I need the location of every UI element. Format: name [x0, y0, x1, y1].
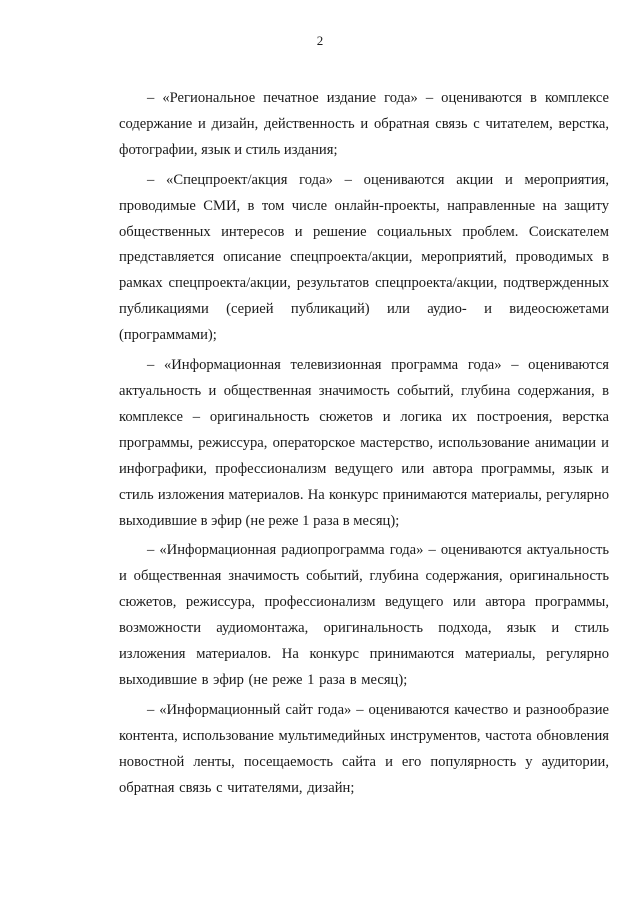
paragraph-special-project: – «Спецпроект/акция года» – оцениваются акции и мероприятия, проводимые СМИ, в том числе онлайн-проекты, направленные на защиту общественных интересов и решение социальных проблем. Соискателем представляется описание спецпроекта/акции, мероприятий, проводимых в рамках спецпроекта/акции, результатов спецпроекта/акции, подтвержденных публикациями (серией публикаций) или аудио- и видеосюжетами (программами); [119, 171, 609, 344]
paragraph-regional-print: – «Региональное печатное издание года» – оцениваются в комплексе содержание и дизайн, действенность и обратная связь с читателем, верстка, фотографии, язык и стиль издания; [119, 90, 609, 158]
paragraph-website: – «Информационный сайт года» – оцениваются качество и разнообразие контента, использование мультимедийных инструментов, частота обновления новостной ленты, посещаемость сайта и его популярность у аудитории, обратная связь с читателями, дизайн; [119, 701, 610, 796]
page-number: 2 [316, 33, 324, 48]
document-body [119, 86, 609, 805]
paragraph-radio-program: – «Информационная радиопрограмма года» – оцениваются актуальность и общественная значимость событий, глубина содержания, оригинальность сюжетов, режиссура, профессионализм ведущего или автора программы, возможности аудиомонтажа, оригинальность подхода, язык и стиль изложения материалов. На конкурс принимаются материалы, регулярно выходившие в эфир (не реже 1 раза в месяц); [119, 542, 609, 688]
paragraph-tv-program: – «Информационная телевизионная программа года» – оцениваются актуальность и общественная значимость событий, глубина содержания, в комплексе – оригинальность сюжетов и логика их построения, верстка программы, режиссура, операторское мастерство, использование анимации и инфографики, профессионализм ведущего или автора программы, язык и стиль изложения материалов. На конкурс принимаются материалы, регулярно выходившие в эфир (не реже 1 раза в месяц); [119, 357, 609, 529]
